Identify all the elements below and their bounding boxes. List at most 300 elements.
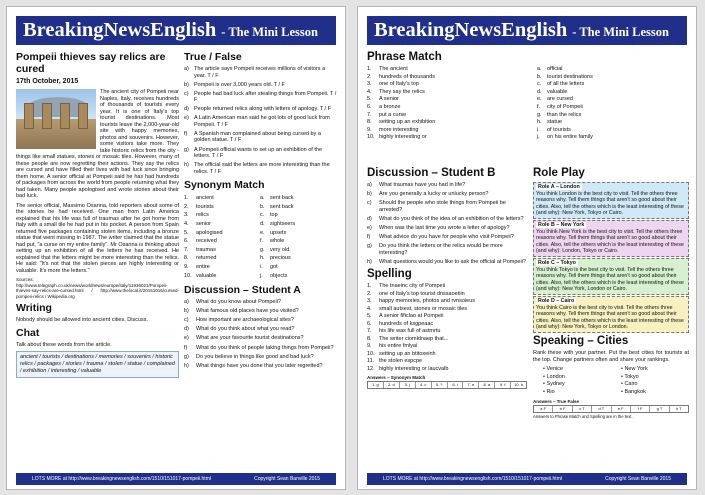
- item-number: 1.: [367, 66, 372, 72]
- exercise-column-1: [184, 51, 338, 471]
- item-letter: d.: [260, 220, 265, 227]
- spelling-item: [367, 366, 527, 374]
- article-paragraph-1: The ancient city of Pompeii near Naples, Italy, receives hundreds of thousands of tourists every year. It is one of Italy's top tourist destinations. Most tourists leave the 2,000-year-old site with happy memories, photos and souvenirs. However, some visitors take more. They take historic relics from the city - things like small statues, stones or mosaic tiles. However, many of these people are now regretting their actions. They say the relics are cursed and have filled their lives with bad luck since bringing them home. A senior official at Pompeii said he has had hundreds of packages from across the world from people returning what they had taken. Many people apologised and wrote stories about their bad luck.: [16, 89, 179, 199]
- item-text: What famous old places have you visited?: [196, 308, 299, 315]
- true-false-item: [184, 106, 338, 113]
- phrase-match-row: [367, 81, 689, 89]
- item-text: small autsest, stones or mosaic tiles: [379, 305, 468, 312]
- item-number: 2.: [367, 73, 372, 80]
- true-false-item: [184, 131, 338, 144]
- item-text: What things have you done that you later regretted?: [196, 362, 323, 369]
- item-left-text: senior: [196, 220, 211, 227]
- item-number: 8.: [184, 255, 189, 262]
- item-letter: b.: [537, 73, 542, 80]
- item-left-text: The ancient: [379, 66, 408, 72]
- item-number: 10.: [367, 134, 375, 141]
- item-key: 6.: [367, 320, 372, 327]
- role-play-heading: Role Play: [533, 167, 585, 179]
- item-letter: c.: [260, 212, 265, 219]
- article-sources: Sources: http://www.telegraph.co.uk/news/worldnews/europe/italy/11936021/Pompeii-thieves-say-relics-are-cursed.html / http://www.thelocal.it/20151016/cursed-pompeii-relics / Wikipedia.org: [16, 277, 179, 299]
- item-letter: e.: [537, 96, 542, 103]
- item-text: What advice do you have for people who visit Pompeii?: [379, 233, 514, 240]
- item-number: 2.: [184, 203, 189, 210]
- item-text: What questions would you like to ask the official at Pompeii?: [379, 258, 526, 265]
- role-title: Role A – London: [538, 184, 580, 190]
- item-number: 6.: [367, 103, 372, 110]
- spelling-item: [367, 351, 527, 359]
- header-banner: [367, 16, 687, 45]
- item-key: 8.: [367, 335, 372, 342]
- role-card: [533, 296, 689, 333]
- item-key: g): [184, 146, 189, 153]
- chat-intro: Talk about these words from the article.: [16, 341, 112, 348]
- item-key: 12.: [367, 365, 375, 372]
- phrase-match-row: [367, 127, 689, 135]
- footer-bar: [367, 473, 687, 485]
- item-letter: i.: [260, 263, 263, 270]
- discussion-b-heading: Discussion – Student B: [367, 167, 496, 179]
- item-left-text: apologised: [196, 229, 223, 236]
- item-right-text: of tourists: [547, 126, 571, 133]
- spelling-heading: Spelling: [367, 268, 412, 281]
- item-left-text: traumas: [196, 246, 216, 253]
- item-left-text: received: [196, 238, 217, 245]
- item-text: The tnaeinc city of Pompeii: [379, 283, 446, 290]
- footer-copyright: Copyright Sean Banville 2015: [605, 476, 671, 482]
- item-text: his entire fmlyai: [379, 343, 418, 350]
- exercise-column-2: [367, 167, 527, 439]
- item-right-text: sent back: [270, 203, 294, 210]
- phrase-match-row: [367, 134, 689, 142]
- true-false-answer-cell: d T: [592, 406, 611, 412]
- city-item: • Venice: [543, 366, 563, 373]
- phrase-match-row: [367, 104, 689, 112]
- item-key: f): [367, 233, 371, 240]
- item-letter: h.: [260, 255, 265, 262]
- item-right-text: tourist destinations: [547, 73, 593, 80]
- item-key: a): [367, 182, 372, 188]
- item-text: Pompeii is over 3,000 years old. T / F: [194, 81, 285, 88]
- column-shape: [24, 103, 34, 129]
- role-text: You think Cairo is the best city to visit. Tell the others three reasons why. Tell them things that aren't so good about their cities. Also, tell the others which is the least interesting of these (and why): New York, Tokyo or London.: [536, 305, 684, 330]
- item-key: d): [184, 106, 189, 113]
- item-text: Do you think the letters or the relics would be more interesting?: [379, 243, 503, 256]
- city-list-right: [611, 366, 689, 396]
- true-false-item: [184, 115, 338, 128]
- synonym-match-row: [184, 220, 338, 229]
- true-false-answer-cell: f F: [631, 406, 650, 412]
- chat-heading: Chat: [16, 326, 40, 339]
- true-false-answers-grid: [533, 405, 689, 413]
- role-card: [533, 258, 689, 295]
- item-key: f): [184, 130, 188, 137]
- item-right-text: got: [270, 263, 278, 270]
- spelling-item: [367, 328, 527, 336]
- phrase-match-row: [367, 119, 689, 127]
- item-letter: g.: [537, 111, 542, 118]
- item-letter: j.: [260, 272, 263, 279]
- item-left-text: highly interesting or: [379, 134, 427, 141]
- discussion-b-question: [367, 243, 527, 256]
- synonym-match-row: [184, 246, 338, 255]
- item-key: 1.: [367, 283, 372, 290]
- phrase-match-row: [367, 96, 689, 104]
- pompeii-photo: [16, 89, 96, 149]
- item-key: 7.: [367, 328, 372, 335]
- item-key: h): [367, 258, 372, 265]
- item-key: d): [367, 215, 372, 222]
- true-false-list: [184, 66, 338, 175]
- spelling-item: [367, 336, 527, 344]
- discussion-a-heading: Discussion – Student A: [184, 284, 301, 297]
- writing-heading: Writing: [16, 302, 52, 314]
- city-list: [533, 366, 689, 396]
- item-left-text: put a curse: [379, 111, 407, 118]
- true-false-answer-cell: h T: [675, 406, 682, 412]
- speaking-instructions: Rank these with your partner. Put the best cities for tourists at the top. Change partners often and share your rankings.: [533, 350, 689, 363]
- item-text: What do you think of people taking things from Pompeii?: [196, 344, 334, 351]
- item-key: d): [184, 326, 189, 333]
- discussion-b-question: [367, 200, 527, 213]
- true-false-heading: True / False: [184, 51, 242, 63]
- item-number: 7.: [367, 111, 372, 118]
- item-text: The article says Pompeii receives millions of visitors a year. T / F: [194, 66, 326, 79]
- spelling-item: [367, 358, 527, 366]
- item-text: happy memories, photos and rvnsoieus: [379, 298, 475, 305]
- item-key: 9.: [367, 343, 372, 350]
- synonym-match-row: [184, 229, 338, 238]
- true-false-answers-label: Answers – True False: [533, 399, 580, 405]
- item-letter: b.: [260, 203, 265, 210]
- article-column: [16, 51, 179, 471]
- chat-word-box: ancient / tourists / destinations / memories / souvenirs / historic relics / packages / stories / trauma / stolen / statue / complained / exhibition / interesting / valuable: [16, 351, 179, 378]
- item-key: e): [184, 335, 189, 342]
- item-text: What do you think of the idea of an exhibition of the letters?: [379, 215, 524, 222]
- article-title: Pompeii thieves say relics are cured: [16, 51, 166, 75]
- spelling-item: [367, 306, 527, 314]
- item-left-text: a bronze: [379, 103, 401, 110]
- item-right-text: whole: [270, 238, 285, 245]
- item-text: hundreds of ksgpeaac: [379, 320, 434, 327]
- spelling-item: [367, 291, 527, 299]
- synonym-answer-cell: 2. d: [384, 382, 400, 388]
- item-right-text: very old: [270, 246, 290, 253]
- item-key: h): [184, 162, 189, 169]
- writing-prompt: Nobody should be allowed into ancient cities. Discuss.: [16, 317, 149, 323]
- phrase-match-section: [367, 51, 689, 141]
- item-text: A Spanish man complained about being cursed by a golden statue. T / F: [194, 130, 321, 144]
- item-key: a): [184, 66, 189, 72]
- column-shape: [42, 103, 52, 129]
- true-false-item: [184, 147, 338, 160]
- item-text: People had bad luck after stealing things from Pompeii. T / F: [194, 90, 337, 104]
- true-false-item: [184, 82, 338, 89]
- item-key: 10.: [367, 350, 375, 357]
- item-right-text: top: [270, 212, 278, 219]
- discussion-b-question: [367, 216, 527, 223]
- phrase-match-row: [367, 74, 689, 82]
- article-date: 17th October, 2015: [16, 78, 79, 85]
- brand-subtitle: - The Mini Lesson: [572, 25, 669, 39]
- item-text: highly interesting or laucvalb: [379, 365, 449, 372]
- item-right-text: city of Pompeii: [547, 103, 583, 110]
- item-key: 11.: [367, 358, 375, 365]
- discussion-a-question: [184, 317, 338, 324]
- item-text: What do you know about Pompeii?: [196, 299, 281, 306]
- item-right-text: of all the letters: [547, 81, 585, 88]
- discussion-a-question: [184, 308, 338, 315]
- item-left-text: A senior: [379, 96, 399, 103]
- discussion-b-question: [367, 191, 527, 198]
- item-text: The writer ciomldnaep that...: [379, 335, 449, 342]
- item-key: e): [367, 224, 372, 231]
- item-letter: c.: [537, 81, 542, 88]
- item-left-text: valuable: [196, 272, 217, 279]
- item-right-text: official: [547, 66, 563, 72]
- item-text: A Pompeii official wants to set up an exhibition of the letters. T / F: [194, 146, 323, 160]
- role-title: Role C – Tokyo: [538, 260, 576, 267]
- footer-bar: [16, 473, 336, 485]
- header-banner: [16, 16, 336, 45]
- item-number: 5.: [367, 96, 372, 103]
- phrase-match-list: [367, 66, 689, 142]
- item-key: c): [184, 90, 189, 97]
- item-right-text: than the relics: [547, 111, 582, 118]
- item-key: h): [184, 362, 189, 369]
- synonym-match-row: [184, 194, 338, 203]
- article-paragraph-2: The senior official, Massimo Osanna, told reporters about some of the stories he had received. One man from Latin America explained that his life was full of traumas after he got home from Italy with a small tile he had put in his pocket. A person from Spain returned five packages containing stolen items, including a bronze statue that went missing in 1987. The writer claimed that the statue had put, "a curse on my entire family". Mr Osanna is thinking about setting up an exhibition of all the letters he has received. He explained that the letters might be more interesting than the relics. He said: "It's not that the stolen pieces are highly interesting or valuable. It's more the letters.": [16, 202, 179, 274]
- role-text: You think New York is the best city to visit. Tell the others three reasons why. Tell them things that aren't so good about their cities. Also, tell the others which is the least interesting of these (and why): London, Tokyo or Cairo.: [536, 229, 684, 254]
- speaking-heading: Speaking – Cities: [533, 335, 629, 348]
- synonym-match-row: [184, 263, 338, 272]
- item-key: b): [184, 81, 189, 88]
- true-false-item: [184, 66, 338, 79]
- item-left-text: more interesting: [379, 126, 419, 133]
- item-text: How important are archaeological sites?: [196, 317, 294, 324]
- city-item: • London: [543, 373, 565, 380]
- item-key: 3.: [367, 298, 372, 305]
- item-text: Should the people who stole things from Pompeii be arrested?: [379, 200, 506, 213]
- phrase-match-heading: Phrase Match: [367, 51, 442, 63]
- item-right-text: valuable: [547, 88, 568, 95]
- true-false-answer-cell: c T: [573, 406, 592, 412]
- role-card: [533, 182, 689, 219]
- item-letter: a.: [260, 195, 265, 202]
- item-letter: a.: [537, 66, 542, 72]
- city-item: • Bangkok: [621, 388, 646, 395]
- item-left-text: ancient: [196, 195, 214, 202]
- synonym-answer-cell: 4. c: [416, 382, 432, 388]
- synonym-match-heading: Synonym Match: [184, 179, 265, 192]
- item-right-text: statue: [547, 119, 562, 126]
- spelling-item: [367, 313, 527, 321]
- brand-logo: BreakingNewsEnglish: [374, 19, 568, 41]
- item-text: the stolen espcpe: [379, 358, 423, 365]
- discussion-a-question: [184, 345, 338, 352]
- spelling-item: [367, 283, 527, 291]
- synonym-answer-cell: 5. ?: [432, 382, 448, 388]
- item-number: 3.: [184, 212, 189, 219]
- brand-logo: BreakingNewsEnglish: [23, 19, 217, 41]
- item-text: People returned relics along with letters of apology. T / F: [194, 106, 331, 113]
- column-shape: [78, 103, 88, 129]
- phrase-match-row: [367, 66, 689, 74]
- item-number: 9.: [184, 263, 189, 270]
- city-item: • Sydney: [543, 381, 565, 388]
- item-letter: e.: [260, 229, 265, 236]
- item-key: b): [367, 191, 372, 198]
- item-text: Are you generally a lucky or unlucky person?: [379, 191, 489, 198]
- role-text: You think London is the best city to visit. Tell the others three reasons why. Tell them things that aren't so good about their cities. Also, tell the others which is the least interesting of these (and why): New York, Tokyo or Cairo.: [536, 191, 684, 216]
- spelling-item: [367, 343, 527, 351]
- item-left-text: entire: [196, 263, 210, 270]
- role-play-cards: [533, 182, 689, 333]
- discussion-a-question: [184, 363, 338, 370]
- item-letter: f.: [260, 238, 264, 245]
- footer-link[interactable]: LOTS MORE at http://www.breakingnewsenglish.com/1510/151017-pompeii.html: [383, 476, 562, 482]
- item-left-text: returned: [196, 255, 217, 262]
- true-false-item: [184, 162, 338, 175]
- synonym-answer-cell: 7. e: [463, 382, 479, 388]
- brand-subtitle: - The Mini Lesson: [221, 25, 318, 39]
- item-text: A senior fificlao at Pompeii: [379, 313, 444, 320]
- discussion-b-question: [367, 225, 527, 232]
- item-text: What traumas have you had in life?: [379, 182, 466, 188]
- item-number: 6.: [184, 238, 189, 245]
- item-right-text: sent back: [270, 195, 294, 202]
- role-card: [533, 220, 689, 257]
- synonym-match-row: [184, 272, 338, 281]
- worksheet-page-1: [6, 6, 346, 490]
- discussion-b-question: [367, 182, 527, 189]
- discussion-a-question: [184, 354, 338, 361]
- role-title: Role B – New York: [538, 222, 585, 229]
- item-left-text: hundreds of thousands: [379, 73, 435, 80]
- item-number: 1.: [184, 195, 189, 202]
- item-right-text: precious: [270, 255, 291, 262]
- role-text: You think Tokyo is the best city to visit. Tell the others three reasons why. Tell them things that aren't so good about their cities. Also, tell the others which is the least interesting of these (and why): New York, London or Cairo.: [536, 267, 684, 292]
- synonym-answers-label: Answers – Synonym Match: [367, 375, 426, 381]
- item-letter: h.: [537, 119, 542, 126]
- true-false-answer-cell: e F: [612, 406, 631, 412]
- true-false-answer-cell: a F: [534, 406, 553, 412]
- item-letter: f.: [537, 103, 541, 110]
- item-number: 4.: [184, 220, 189, 227]
- synonym-match-row: [184, 211, 338, 220]
- synonym-answer-cell: 6. i: [448, 382, 464, 388]
- column-shape: [60, 103, 70, 129]
- item-number: 8.: [367, 119, 372, 126]
- synonym-match-list: [184, 194, 338, 280]
- true-false-answer-cell: g T: [650, 406, 669, 412]
- spelling-list: [367, 283, 527, 373]
- item-left-text: tourists: [196, 203, 214, 210]
- item-key: b): [184, 308, 189, 315]
- item-number: 7.: [184, 246, 189, 253]
- item-text: one of Italy's top tourist dnssaoetiin: [379, 290, 465, 297]
- item-number: 3.: [367, 81, 372, 88]
- item-letter: d.: [537, 88, 542, 95]
- synonym-answer-cell: 8. a: [479, 382, 495, 388]
- phrase-match-row: [367, 89, 689, 97]
- discussion-b-question: [367, 259, 527, 266]
- worksheet-page-2: [357, 6, 697, 490]
- item-right-text: sightseers: [270, 220, 296, 227]
- item-key: g): [184, 353, 189, 360]
- item-number: 9.: [367, 126, 372, 133]
- phrase-match-row: [367, 112, 689, 120]
- synonym-answer-cell: 10. h: [514, 382, 524, 388]
- item-key: c): [367, 200, 372, 207]
- city-item: • Cairo: [621, 381, 638, 388]
- synonym-match-row: [184, 203, 338, 212]
- city-item: • Rio: [543, 388, 555, 395]
- item-key: 5.: [367, 313, 372, 320]
- item-letter: g.: [260, 246, 265, 253]
- item-text: A Latin American man said he got lots of good luck from Pompeii. T / F: [194, 115, 330, 128]
- item-left-text: one of Italy's top: [379, 81, 419, 88]
- exercise-column-3: [533, 167, 689, 439]
- item-right-text: objects: [270, 272, 288, 279]
- item-key: g): [367, 243, 372, 250]
- role-title: Role D – Cairo: [538, 298, 575, 305]
- city-item: • New York: [621, 366, 648, 373]
- item-left-text: setting up an exhibition: [379, 119, 436, 126]
- discussion-a-question: [184, 326, 338, 333]
- item-text: What are your favourite tourist destinations?: [196, 335, 304, 342]
- item-key: c): [184, 317, 189, 324]
- answers-note: Answers to Phrase Match and Spelling are in the text.: [533, 414, 633, 420]
- footer-link[interactable]: LOTS MORE at http://www.breakingnewsenglish.com/1510/151017-pompeii.html: [32, 476, 211, 482]
- item-text: The official said the letters are more interesting than the relics. T / F: [194, 162, 330, 175]
- item-letter: i.: [537, 126, 540, 133]
- synonym-match-row: [184, 237, 338, 246]
- synonym-answer-cell: 3. j: [400, 382, 416, 388]
- item-key: 4.: [367, 305, 372, 312]
- item-text: What do you think about what you read?: [196, 326, 295, 333]
- discussion-a-question: [184, 299, 338, 306]
- discussion-b-question: [367, 234, 527, 241]
- synonym-answer-cell: 9. f: [495, 382, 511, 388]
- discussion-b-list: [367, 182, 527, 265]
- synonym-answer-cell: 1. g: [368, 382, 384, 388]
- item-text: setting up an btitoxeinh: [379, 350, 436, 357]
- item-key: a): [184, 299, 189, 306]
- item-number: 10.: [184, 272, 192, 279]
- item-right-text: on his entire family: [547, 134, 593, 141]
- item-key: e): [184, 115, 189, 122]
- item-key: f): [184, 344, 188, 351]
- item-key: 2.: [367, 290, 372, 297]
- item-right-text: are cursed: [547, 96, 573, 103]
- item-number: 5.: [184, 229, 189, 236]
- footer-copyright: Copyright Sean Banville 2015: [254, 476, 320, 482]
- true-false-answer-cell: b F: [553, 406, 572, 412]
- discussion-a-list: [184, 299, 338, 369]
- spelling-item: [367, 321, 527, 329]
- item-number: 4.: [367, 88, 372, 95]
- item-text: Do you believe in things like good and bad luck?: [196, 353, 314, 360]
- synonym-answers-grid: [367, 381, 527, 389]
- item-right-text: upsets: [270, 229, 287, 236]
- synonym-match-row: [184, 254, 338, 263]
- discussion-a-question: [184, 335, 338, 342]
- item-text: When was the last time you wrote a letter of apology?: [379, 224, 510, 231]
- city-list-left: [533, 366, 611, 396]
- true-false-item: [184, 91, 338, 104]
- spelling-item: [367, 298, 527, 306]
- item-letter: j.: [537, 134, 540, 141]
